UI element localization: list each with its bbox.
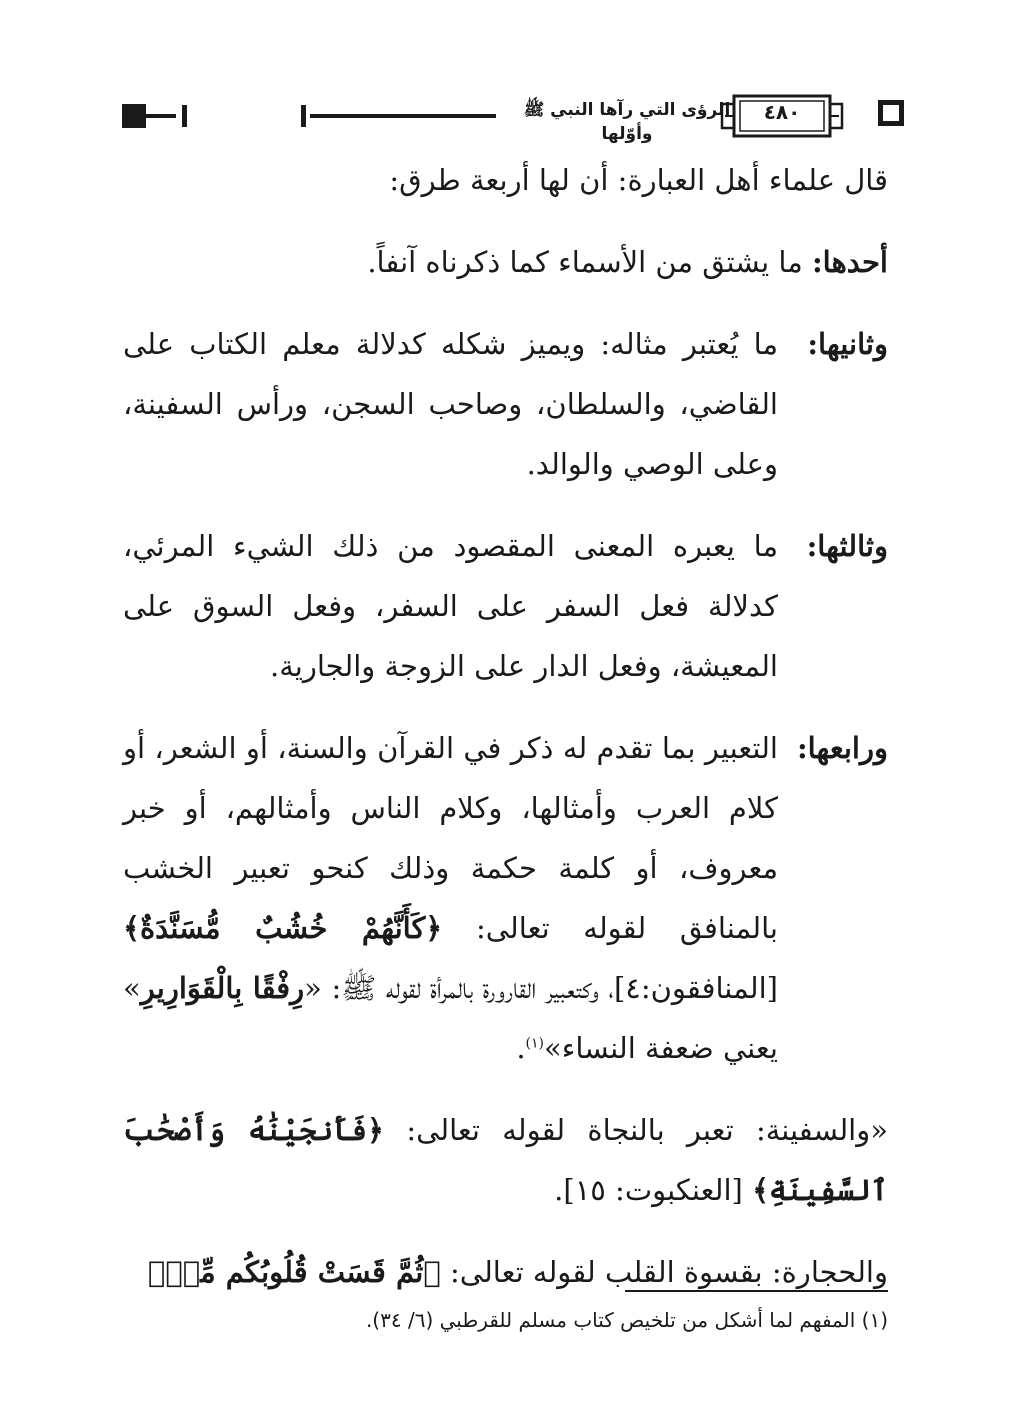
paragraph-text: ما يعبره المعنى المقصود من ذلك الشيء المرئي، كدلالة فعل السفر على السفر، وفعل السوق على المعيشة، وفعل الدار على الزوجة والجارية. [123, 529, 778, 683]
paragraph-text: ما يُعتبر مثاله: ويميز شكله كدلالة معلم الكتاب على القاضي، والسلطان، وصاحب السجن، ورأس السفينة، وعلى الوصي والوالد. [123, 327, 778, 481]
paragraph-text: «والسفينة: تعبر بالنجاة لقوله تعالى: [384, 1113, 888, 1147]
paragraph-lead: وثانيها: [807, 327, 888, 361]
footnote-reference[interactable]: (١) [525, 1035, 545, 1052]
header-ornament-square-outline [878, 100, 904, 126]
paragraph-text: والحجارة: بقسوة القلب لقوله تعالى: [440, 1255, 888, 1289]
paragraph-fourth-way [123, 718, 888, 1078]
quran-verse: ﴿ثُمَّ قَسَتْ قُلُوبُكُم مِّنْۢ [147, 1255, 441, 1289]
footnote: (١) المفهم لما أشكل من تلخيص كتاب مسلم للقرطبي (٦/ ٣٤). [365, 1308, 888, 1332]
running-title-box [306, 88, 731, 144]
paragraph-lead: ورابعها: [796, 731, 888, 765]
page-body [123, 150, 888, 1324]
quran-verse: ﴿فَأَنجَيْنَٰهُ وَأَصْحَٰبَ ٱلسَّفِينَةِ﴾ [123, 1113, 888, 1207]
page-header [120, 88, 895, 142]
paragraph-intro: قال علماء أهل العبارة: أن لها أربعة طرق: [389, 163, 888, 197]
footnote-separator [625, 1290, 888, 1292]
paragraph-first-way [123, 232, 888, 292]
hadith-quote: رِفْقًا بِالْقَوَارِيرِ [140, 971, 305, 1005]
paragraph-second-way [123, 314, 888, 494]
paragraph-text: » يعني ضعفة النساء» [123, 971, 778, 1065]
paragraph-third-way [123, 516, 888, 696]
paragraph-text: ما يشتق من الأسماء كما ذكرناه آنفاً. [367, 245, 812, 279]
paragraph-text: التعبير بما تقدم له ذكر في القرآن والسنة، أو الشعر، أو كلام العرب وأمثالها، وكلام الناس وأمثالهم، أو خبر معروف، أو كلمة حكمة وذلك كنحو تعبير الخشب بالمنافق لقوله تعالى: [123, 731, 778, 945]
header-ornament-bar [182, 105, 187, 127]
paragraph-ship [123, 1100, 888, 1220]
page-number: ٤٨٠ [763, 100, 801, 124]
header-rule [144, 114, 176, 118]
paragraph-text: . [516, 1031, 526, 1065]
paragraph-text: [العنكبوت: ١٥]. [554, 1173, 753, 1207]
paragraph-lead: أحدها: [811, 245, 888, 279]
running-title: الرؤى التي رآها النبي ﷺ وأوّلها [496, 99, 758, 144]
quran-verse: ﴿كَأَنَّهُمْ خُشُبٌ مُّسَنَّدَةٌ﴾ [123, 911, 443, 945]
header-ornament-square [122, 104, 146, 128]
paragraph-stones [123, 1242, 888, 1302]
paragraph-text: [المنافقون:٤]، وكتعبير القارورة بالمرأة لقوله ﷺ: « [304, 971, 779, 1005]
paragraph-lead: وثالثها: [806, 529, 888, 563]
